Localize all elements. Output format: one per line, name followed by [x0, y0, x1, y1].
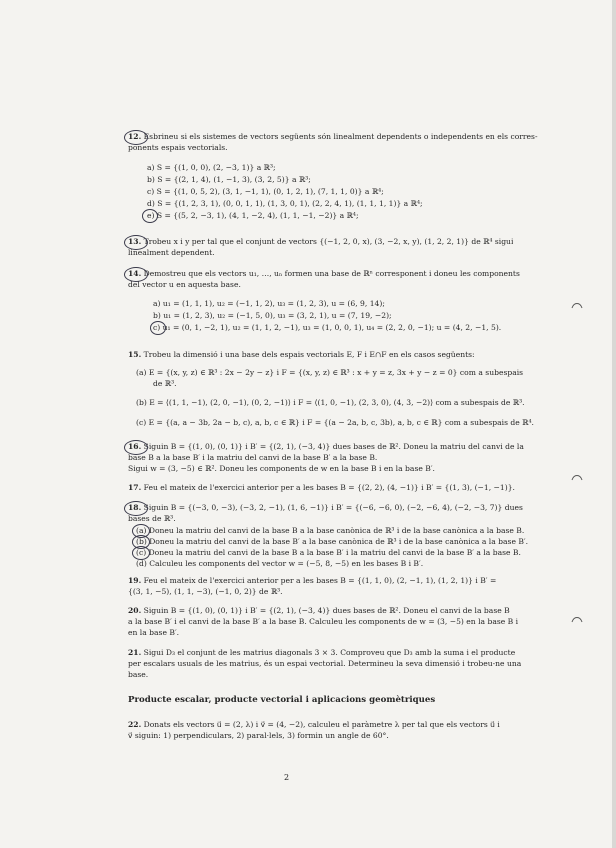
ex13-number: 13.: [128, 237, 142, 246]
ex14-line1: [128, 269, 520, 279]
ex13-text: Trobeu x i y per tal que el conjunt de vectors {(−1, 2, 0, x), (3, −2, x, y), (1, 2, 2, 1)} de ℝ⁴ sigui: [143, 237, 514, 246]
ex20-line1: [128, 606, 510, 616]
ex21-number: 21.: [128, 648, 142, 657]
ex17-number: 17.: [128, 483, 142, 492]
scan-edge-shadow: [612, 0, 616, 848]
ex12-item-b: b) S = {(2, 1, 4), (1, −1, 3), (3, 2, 5)} a ℝ³;: [147, 175, 311, 184]
ex22-text: Donats els vectors u⃗ = (2, λ) i v⃗ = (4, −2), calculeu el paràmetre λ per tal que els vectors u⃗ i: [143, 720, 500, 729]
ex12-item-d: d) S = {(1, 2, 3, 1), (0, 0, 1, 1), (1, 3, 0, 1), (2, 2, 4, 1), (1, 1, 1, 1)} a ℝ⁴;: [147, 199, 423, 208]
ex17-text: Feu el mateix de l'exercici anterior per a les bases B = {(2, 2), (4, −1)} i B′ = {(1, 3), (−1, −1)}.: [143, 483, 515, 492]
ex18-item-b: (b) Doneu la matriu del canvi de la base B′ a la base canònica de ℝ³ i de la base canònica a la base B′.: [136, 537, 529, 546]
ex16-line1: [128, 442, 524, 452]
ex15-intro: [128, 350, 475, 360]
ex12-intro-text: Esbrineu si els sistemes de vectors següents són linealment dependents o independents en els corres-: [143, 132, 538, 141]
ex21-line1: [128, 648, 515, 658]
ex13-line1: [128, 237, 513, 247]
ex18-item-a: (a) Doneu la matriu del canvi de la base B a la base canònica de ℝ³ i de la base canònica a la base B.: [136, 526, 525, 535]
ex18-line2: bases de ℝ³.: [128, 514, 176, 523]
ex14-item-c: c) u₁ = (0, 1, −2, 1), u₂ = (1, 1, 2, −1), u₃ = (1, 0, 0, 1), u₄ = (2, 2, 0, −1); u = (4, 2, −1, 5).: [153, 323, 502, 332]
ex16-number: 16.: [128, 442, 142, 451]
ex12-number: 12.: [128, 132, 142, 141]
ex21-line2: per escalars usuals de les matrius, és un espai vectorial. Determineu la seva dimensió i trobeu-ne una: [128, 659, 522, 668]
ex19-line2: {(3, 1, −5), (1, 1, −3), (−1, 0, 2)} de ℝ³.: [128, 587, 283, 596]
ex21-line3: base.: [128, 670, 149, 679]
page-number: 2: [284, 773, 290, 782]
ex14-item-b: b) u₁ = (1, 2, 3), u₂ = (−1, 5, 0), u₃ = (3, 2, 1), u = (7, 19, −2);: [153, 311, 392, 320]
section-heading: Producte escalar, producte vectorial i aplicacions geomètriques: [128, 695, 436, 705]
ex16-text: Siguin B = {(1, 0), (0, 1)} i B′ = {(2, 1), (−3, 4)} dues bases de ℝ². Doneu la matriu del canvi de la: [143, 442, 524, 451]
ex14-number: 14.: [128, 269, 142, 278]
ex20-text: Siguin B = {(1, 0), (0, 1)} i B′ = {(2, 1), (−3, 4)} dues bases de ℝ². Doneu el canvi de la base B: [143, 606, 510, 615]
ex15-text: Trobeu la dimensió i una base dels espais vectorials E, F i E∩F en els casos següents:: [143, 350, 475, 359]
ex19-line1: [128, 576, 496, 586]
ex14-item-a: a) u₁ = (1, 1, 1), u₂ = (−1, 1, 2), u₃ = (1, 2, 3), u = (6, 9, 14);: [153, 299, 385, 308]
ex18-number: 18.: [128, 503, 142, 512]
ex15-item-a-line2: de ℝ³.: [153, 379, 177, 388]
ex19-number: 19.: [128, 576, 142, 585]
ex22-line2: v⃗ siguin: 1) perpendiculars, 2) paral·lels, 3) formin un angle de 60°.: [128, 731, 389, 740]
ex14-text: Demostreu que els vectors u₁, …, uₙ formen una base de ℝⁿ corresponent i doneu les components: [143, 269, 520, 278]
ex15-item-a-line1: (a) E = {(x, y, z) ∈ ℝ³ : 2x − 2y − z} i F = {(x, y, z) ∈ ℝ³ : x + y = z, 3x + y − z = 0} com a subespais: [136, 368, 524, 377]
ex16-line3: Sigui w = (3, −5) ∈ ℝ². Doneu les components de w en la base B i en la base B′.: [128, 464, 435, 473]
ex18-text: Siguin B = {(−3, 0, −3), (−3, 2, −1), (1, 6, −1)} i B′ = {(−6, −6, 0), (−2, −6, 4), (−2, −3, 7)} dues: [143, 503, 523, 512]
punch-hole-mark-icon: [570, 300, 584, 310]
ex16-line2: base B a la base B′ i la matriu del canvi de la base B′ a la base B.: [128, 453, 378, 462]
ex12-intro-line2: ponents espais vectorials.: [128, 143, 228, 152]
ex18-item-c: (c) Doneu la matriu del canvi de la base B a la base B′ i la matriu del canvi de la base B′ a la base B.: [136, 548, 521, 557]
ex18-item-d: (d) Calculeu les components del vector w = (−5, 8, −5) en les bases B i B′.: [136, 559, 424, 568]
punch-hole-mark-icon: [570, 472, 584, 482]
ex17-line1: [128, 483, 515, 493]
ex12-item-a: a) S = {(1, 0, 0), (2, −3, 1)} a ℝ³;: [147, 163, 276, 172]
ex15-item-c: (c) E = {(a, a − 3b, 2a − b, c), a, b, c ∈ ℝ} i F = {(a − 2a, b, c, 3b), a, b, c ∈ ℝ} com a subespais de ℝ⁴.: [136, 418, 534, 427]
ex15-number: 15.: [128, 350, 142, 359]
ex15-item-b: (b) E = ⟨(1, 1, −1), (2, 0, −1), (0, 2, −1)⟩ i F = ⟨(1, 0, −1), (2, 3, 0), (4, 3, −2)⟩ com a subespais de ℝ³.: [136, 398, 525, 407]
punch-hole-mark-icon: [570, 614, 584, 624]
ex21-text: Sigui D₃ el conjunt de les matrius diagonals 3 × 3. Comproveu que D₃ amb la suma i el producte: [143, 648, 516, 657]
ex19-text: Feu el mateix de l'exercici anterior per a les bases B = {(1, 1, 0), (2, −1, 1), (1, 2, 1)} i B′ =: [143, 576, 497, 585]
ex12-item-c: c) S = {(1, 0, 5, 2), (3, 1, −1, 1), (0, 1, 2, 1), (7, 1, 1, 0)} a ℝ⁴;: [147, 187, 384, 196]
ex20-line2: a la base B′ i el canvi de la base B′ a la base B. Calculeu les components de w = (3, −5) en la base B i: [128, 617, 519, 626]
ex12-intro-line1: [128, 132, 538, 142]
ex14-line2: del vector u en aquesta base.: [128, 280, 241, 289]
ex18-line1: [128, 503, 523, 513]
ex22-line1: [128, 720, 500, 730]
ex13-line2: linealment dependent.: [128, 248, 215, 257]
ex20-line3: en la base B′.: [128, 628, 180, 637]
ex12-item-e: e) S = {(5, 2, −3, 1), (4, 1, −2, 4), (1, 1, −1, −2)} a ℝ⁴;: [147, 211, 359, 220]
ex20-number: 20.: [128, 606, 142, 615]
ex22-number: 22.: [128, 720, 142, 729]
